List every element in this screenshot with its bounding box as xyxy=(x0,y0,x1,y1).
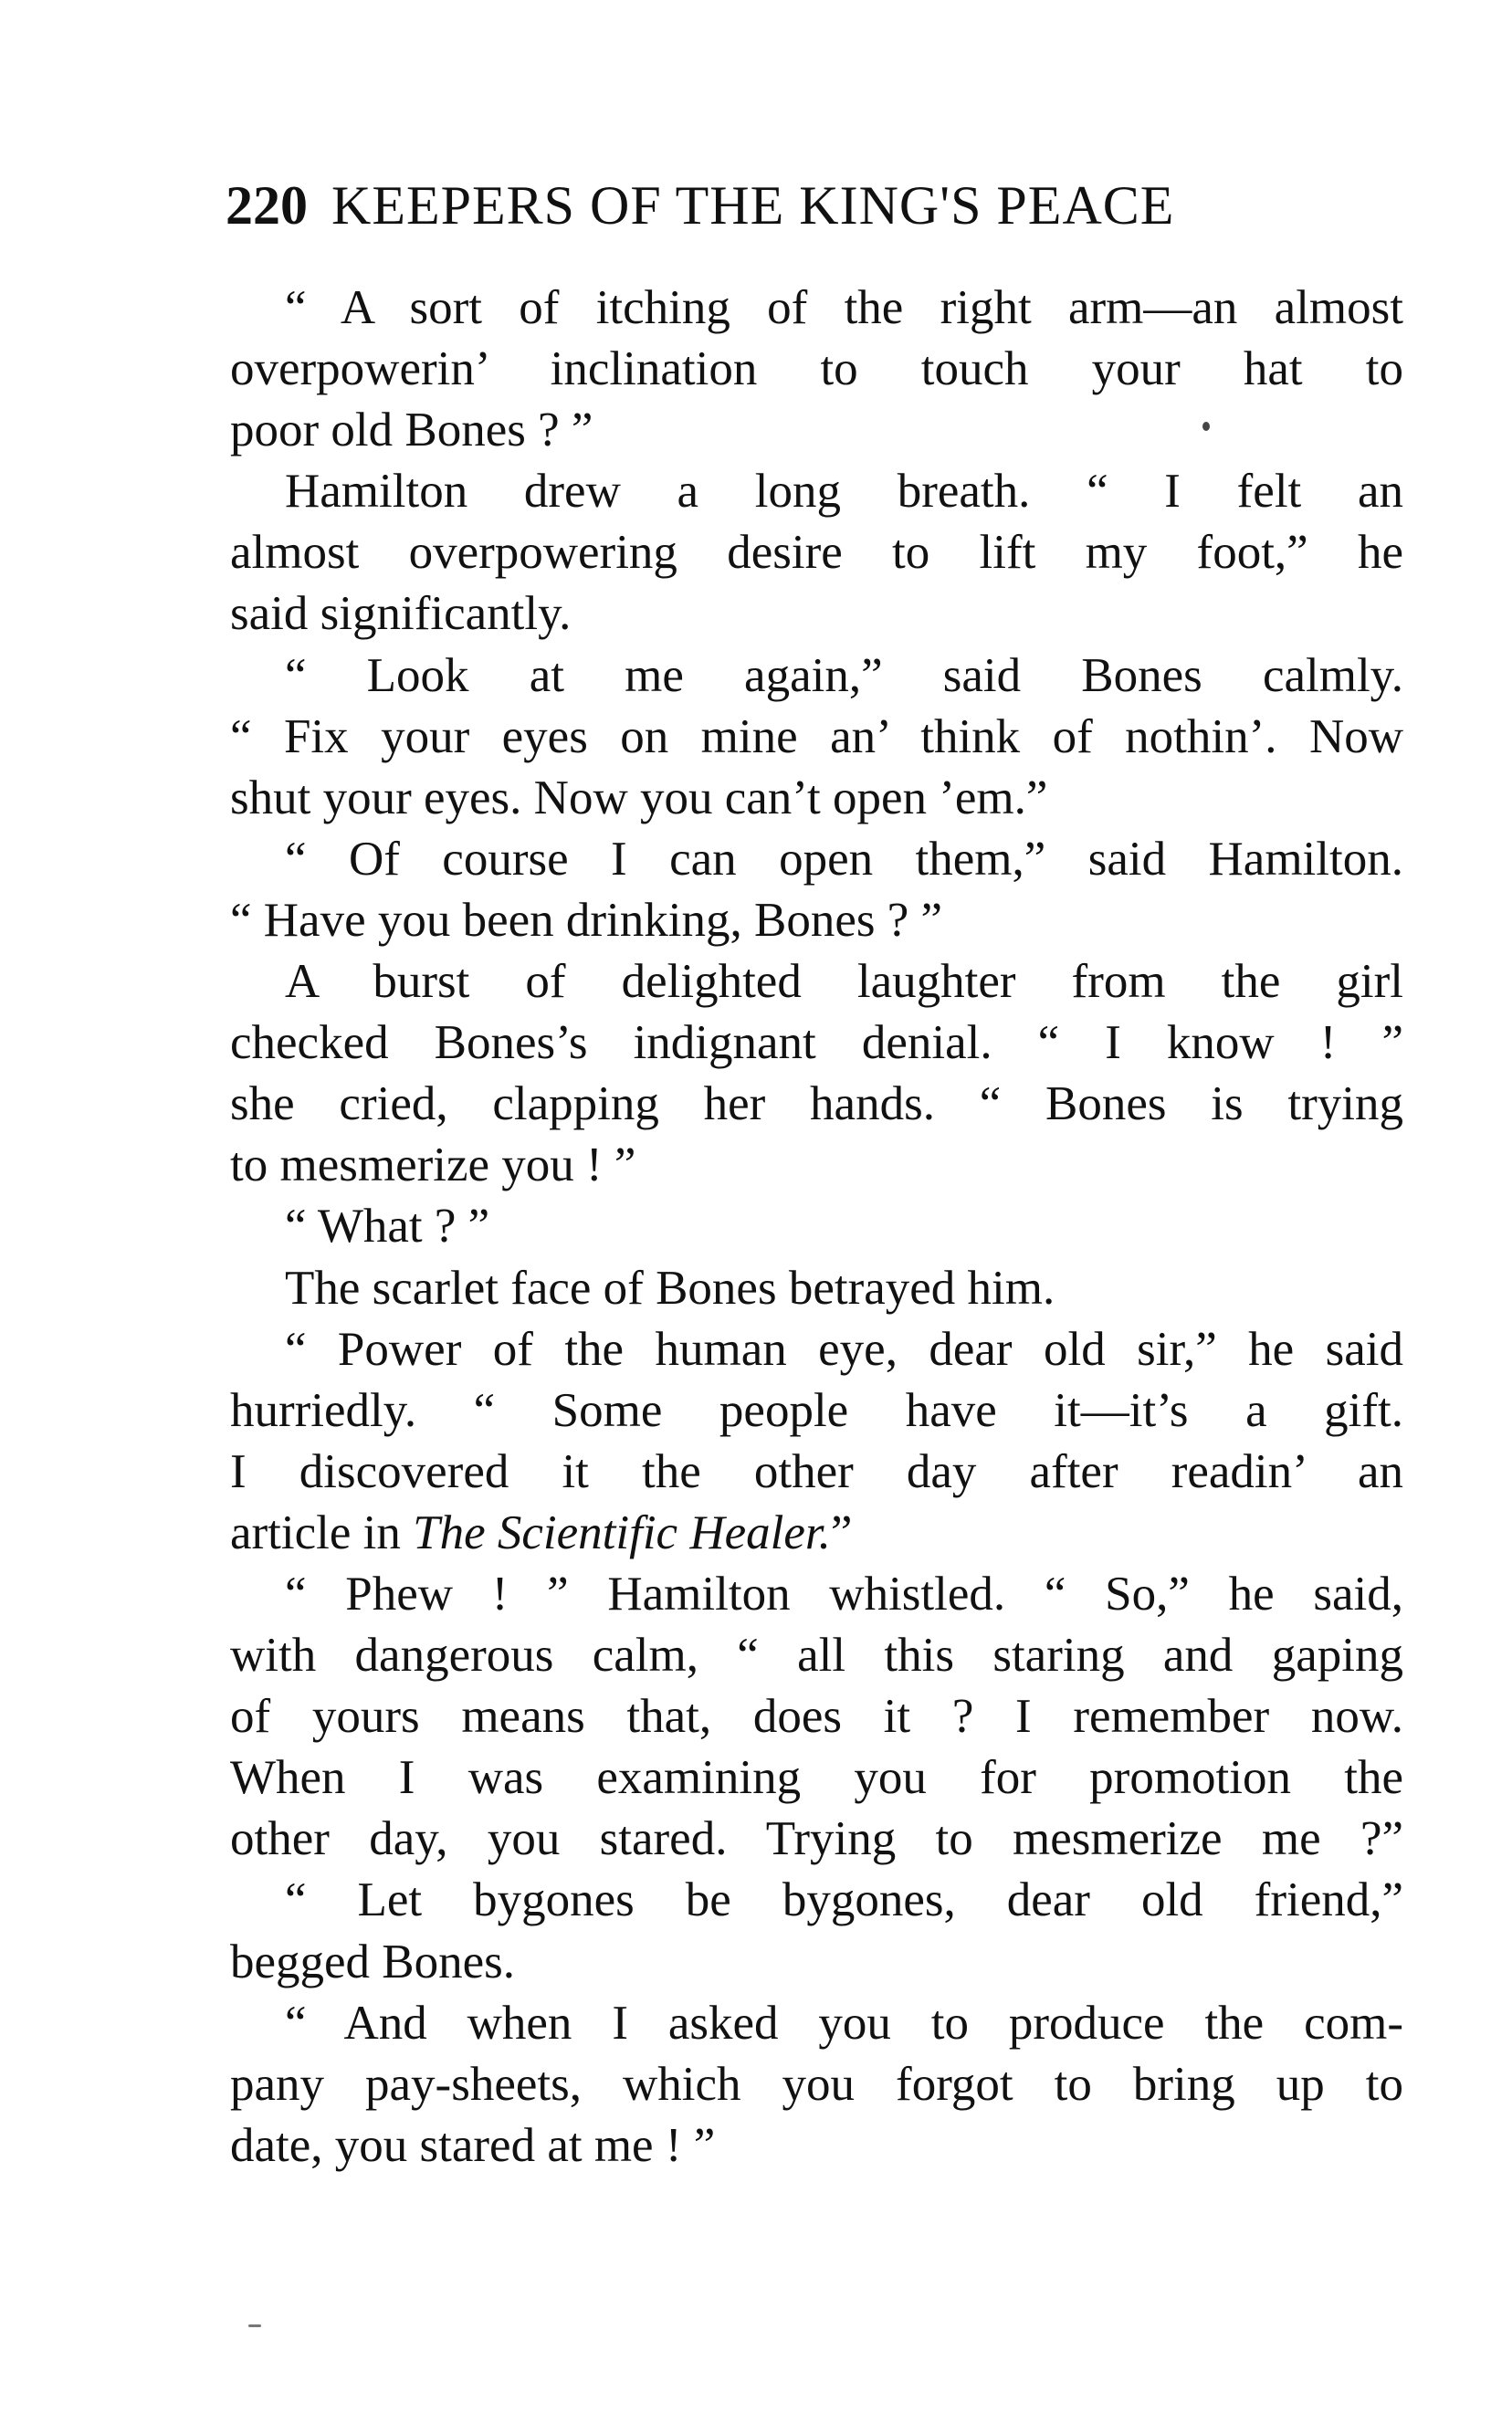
text-line: of yours means that, does it ? I remember now. xyxy=(230,1690,1403,1744)
text-line: pany pay-sheets, which you forgot to bring up to xyxy=(230,2057,1403,2111)
text-line: When I was examining you for promotion the xyxy=(230,1751,1403,1805)
text-line: Hamilton drew a long breath. “ I felt an xyxy=(285,465,1403,519)
ink-speck xyxy=(248,2324,261,2327)
text-line: A burst of delighted laughter from the girl xyxy=(285,955,1403,1009)
text-line: poor old Bones ? ” xyxy=(230,404,593,457)
text-segment: ” xyxy=(830,1506,853,1559)
text-line: “ Of course I can open them,” said Hamilton. xyxy=(285,832,1403,886)
italic-title: The Scientific Healer. xyxy=(413,1506,831,1559)
text-line: to mesmerize you ! ” xyxy=(230,1138,636,1192)
text-line: shut your eyes. Now you can’t open ’em.” xyxy=(230,771,1048,824)
text-line xyxy=(230,1503,1403,1564)
text-line: “ Look at me again,” said Bones calmly. xyxy=(285,648,1403,702)
page-number: 220 xyxy=(226,175,308,236)
text-line: I discovered it the other day after readin’ an xyxy=(230,1444,1403,1498)
text-line: said significantly. xyxy=(230,587,572,641)
running-head xyxy=(226,173,1412,237)
text-line: “ Phew ! ” Hamilton whistled. “ So,” he said, xyxy=(285,1567,1403,1621)
text-line: with dangerous calm, “ all this staring and gaping xyxy=(230,1629,1403,1683)
text-line: “ What ? ” xyxy=(285,1200,490,1254)
text-line: “ A sort of itching of the right arm—an almost xyxy=(285,281,1403,334)
text-line: begged Bones. xyxy=(230,1935,516,1988)
text-line: almost overpowering desire to lift my foot,” he xyxy=(230,526,1403,580)
text-line: checked Bones’s indignant denial. “ I know ! ” xyxy=(230,1016,1403,1070)
text-line: other day, you stared. Trying to mesmerize me ?” xyxy=(230,1812,1403,1866)
text-line: date, you stared at me ! ” xyxy=(230,2118,716,2172)
text-line: hurriedly. “ Some people have it—it’s a gift. xyxy=(230,1383,1403,1437)
text-line: “ Power of the human eye, dear old sir,” he said xyxy=(285,1322,1403,1376)
ink-speck xyxy=(1202,422,1210,431)
text-line: “ And when I asked you to produce the com- xyxy=(285,1996,1403,2050)
text-segment: article in xyxy=(230,1506,414,1559)
text-line: The scarlet face of Bones betrayed him. xyxy=(285,1261,1055,1315)
text-line: “ Let bygones be bygones, dear old friend,” xyxy=(285,1873,1403,1927)
text-line: “ Fix your eyes on mine an’ think of nothin’. Now xyxy=(230,709,1403,763)
body-text xyxy=(230,278,1403,2177)
text-line: “ Have you been drinking, Bones ? ” xyxy=(230,893,943,947)
text-line: overpowerin’ inclination to touch your hat to xyxy=(230,342,1403,396)
running-title: KEEPERS OF THE KING'S PEACE xyxy=(331,175,1175,236)
text-line: she cried, clapping her hands. “ Bones is trying xyxy=(230,1077,1403,1131)
